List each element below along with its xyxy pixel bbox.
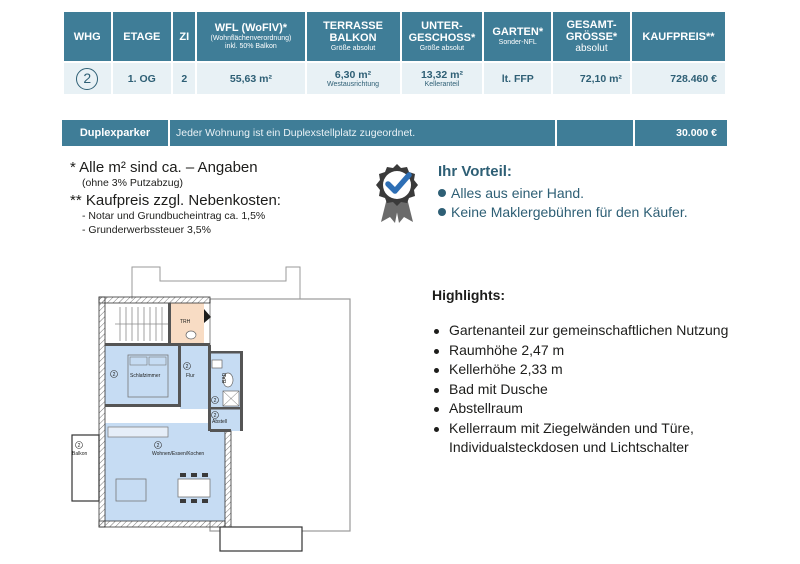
table-header-row [64,12,725,61]
duplexparker-label: Duplexparker [62,120,168,146]
vorteil-item: Keine Maklergebühren für den Käufer. [438,203,768,222]
sink-icon [212,360,222,368]
footnote-putzabzug: (ohne 3% Putzabzug) [82,177,183,189]
cell-terrasse: 6,30 m² Westausrichtung [307,63,400,94]
svg-text:2: 2 [77,443,81,449]
header-whg: WHG [64,12,111,61]
cell-untergeschoss: 13,32 m² Kelleranteil [402,63,483,94]
list-item: Kellerraum mit Ziegelwänden und Türe, Individualsteckdosen und Lichtschalter [432,419,792,458]
utility-fixture-icon [186,331,196,339]
duplexparker-price: 30.000 € [635,120,727,146]
svg-text:2: 2 [112,372,116,378]
label-wohnen: Wohnen/Essen/Kochen [152,451,205,457]
label-trh: TRH [180,319,191,325]
highlights-list [432,321,792,458]
duplexparker-text: Jeder Wohnung ist ein Duplexstellplatz zugeordnet. [170,120,555,146]
svg-text:2: 2 [213,398,217,404]
cell-etage: 1. OG [113,63,172,94]
label-schlafzimmer: Schlafzimmer [130,373,161,379]
svg-text:2: 2 [185,364,189,370]
svg-text:2: 2 [156,443,160,449]
list-item: Gartenanteil zur gemeinschaftlichen Nutzung [432,321,792,341]
room-flur [180,345,210,409]
floor-plan [60,265,360,555]
label-bad: BAD [222,372,228,383]
footnote-notar: - Notar und Grundbucheintrag ca. 1,5% [82,210,266,222]
bullet-icon [438,189,446,197]
terrace-outline [220,527,302,551]
apartment-table [62,10,727,96]
cell-whg [64,63,111,94]
duplexparker-bar [62,120,727,146]
list-item: Abstellraum [432,399,792,419]
cell-zi: 2 [173,63,195,94]
highlights-title: Highlights: [432,287,506,303]
vorteil-item: Alles aus einer Hand. [438,184,768,203]
header-untergeschoss: UNTER- GESCHOSS* Größe absolut [402,12,483,61]
cell-kaufpreis: 728.460 € [632,63,725,94]
cell-gesamtgroesse: 72,10 m² [553,63,630,94]
quality-badge-icon [373,162,421,224]
header-etage: ETAGE [113,12,172,61]
header-garten: GARTEN* Sonder-NFL [484,12,551,61]
svg-text:2: 2 [213,413,217,419]
highlights-section [432,286,792,458]
label-abstell: Abstell [212,419,228,425]
roof-outline [132,267,300,299]
header-kaufpreis: KAUFPREIS** [632,12,725,61]
vorteil-title: Ihr Vorteil: [438,163,512,180]
bullet-icon [438,208,446,216]
list-item: Raumhöhe 2,47 m [432,341,792,361]
footnote-area-note: * Alle m² sind ca. – Angaben [70,159,258,176]
footnote-nebenkosten: ** Kaufpreis zzgl. Nebenkosten: [70,192,281,209]
duplexparker-spacer [557,120,633,146]
table-row [64,63,725,94]
header-terrasse: TERRASSE BALKON Größe absolut [307,12,400,61]
cell-garten: lt. FFP [484,63,551,94]
header-wfl: WFL (WoFlV)* (Wohnflächenverordnung) inkl. 50% Balkon [197,12,304,61]
cell-wfl: 55,63 m² [197,63,304,94]
label-balkon: Balkon [72,451,88,457]
room-wohnen [105,423,225,521]
list-item: Bad mit Dusche [432,380,792,400]
balcony-outline [72,435,99,501]
header-zi: ZI [173,12,195,61]
footnote-grunderwerbssteuer: - Grunderwerbssteuer 3,5% [82,224,211,236]
dining-table-icon [178,479,210,497]
header-gesamtgroesse: GESAMT- GRÖSSE* absolut [553,12,630,61]
kitchen-counter-icon [108,427,168,437]
footnotes [70,159,370,237]
unit-number-badge: 2 [76,68,98,90]
vorteil-section [438,162,768,222]
list-item: Kellerhöhe 2,33 m [432,360,792,380]
label-flur: Flur [186,373,195,379]
